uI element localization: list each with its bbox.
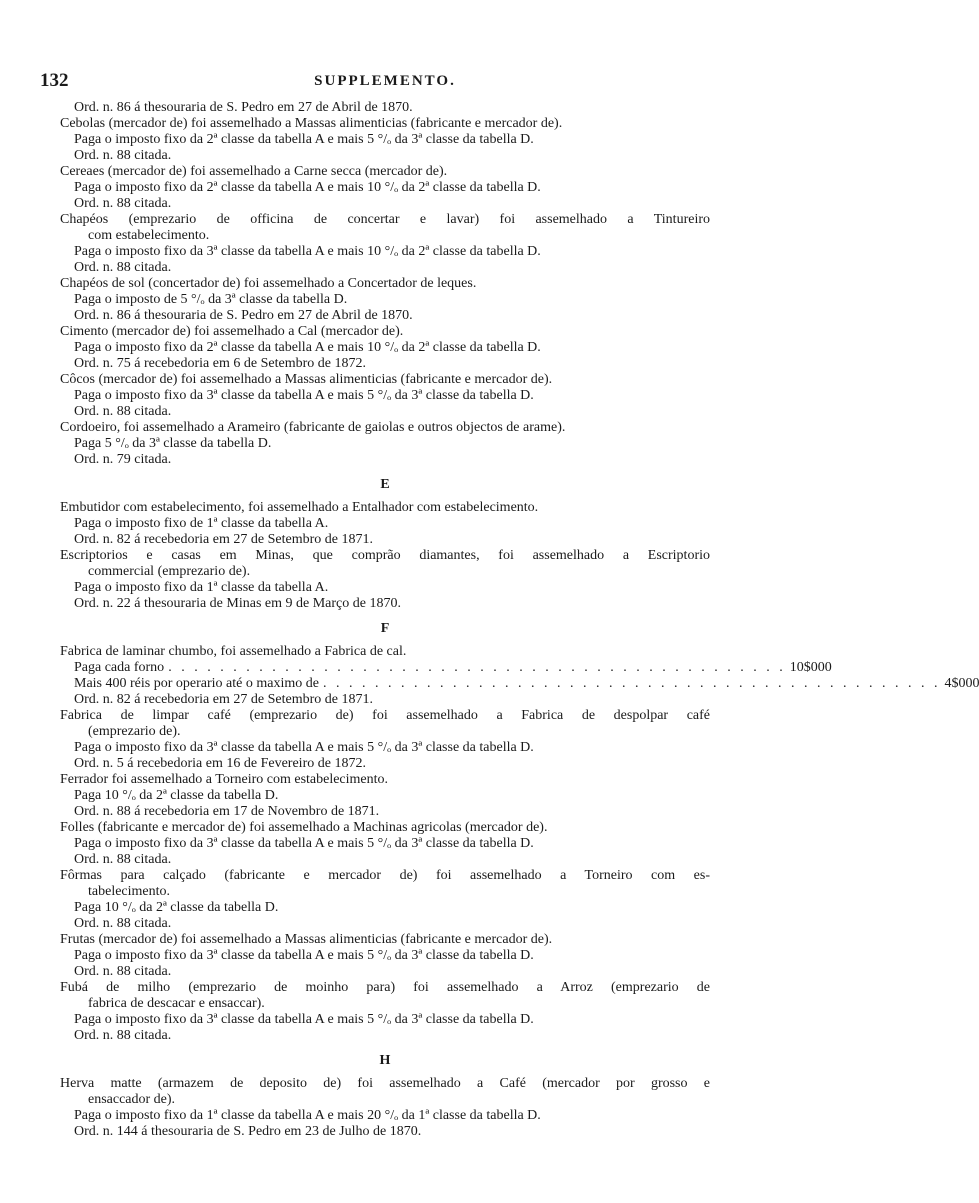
entry-detail-line: ensaccador de). xyxy=(88,1092,176,1107)
entry-detail-line: Paga o imposto fixo da 1ª classe da tabella A e mais 20 °/ₒ da 1ª classe da tabella D. xyxy=(74,1108,541,1123)
entry-detail-line: Paga o imposto fixo da 3ª classe da tabella A e mais 5 °/ₒ da 3ª classe da tabella D. xyxy=(74,1012,534,1027)
running-title: SUPPLEMENTO. xyxy=(314,73,456,89)
entry-heading-line: Cimento (mercador de) foi assemelhado a Cal (mercador de). xyxy=(60,324,404,339)
entry-heading-line: Côcos (mercador de) foi assemelhado a Massas alimenticias (fabricante e mercador de). xyxy=(60,372,553,387)
entry-detail-line: Paga o imposto fixo da 1ª classe da tabella A. xyxy=(74,580,329,595)
entry-heading-line: Escriptorios e casas em Minas, que comprão diamantes, foi assemelhado a Escriptorio xyxy=(60,548,710,563)
entry-heading-line: Frutas (mercador de) foi assemelhado a Massas alimenticias (fabricante e mercador de). xyxy=(60,932,553,947)
entry-detail-line: Paga o imposto fixo da 2ª classe da tabella A e mais 5 °/ₒ da 3ª classe da tabella D. xyxy=(74,132,534,147)
entry-detail-line: Ord. n. 88 á recebedoria em 17 de Novembro de 1871. xyxy=(74,804,380,819)
entry-detail-line: Paga o imposto fixo da 3ª classe da tabella A e mais 5 °/ₒ da 3ª classe da tabella D. xyxy=(74,388,534,403)
entry-detail-line: Ord. n. 144 á thesouraria de S. Pedro em 23 de Julho de 1870. xyxy=(74,1124,422,1139)
entry-detail-line: Paga o imposto fixo da 2ª classe da tabella A e mais 10 °/ₒ da 2ª classe da tabella D. xyxy=(74,340,541,355)
entry-detail-line: Paga o imposto fixo da 2ª classe da tabella A e mais 10 °/ₒ da 2ª classe da tabella D. xyxy=(74,180,541,195)
entry-detail-line: com estabelecimento. xyxy=(88,228,210,243)
leader-dots: . . . . . . . . . . . . . . . . . . . . . . . . . . . . . . . . . . . . . . . . . . . . . . . . xyxy=(168,660,786,675)
entry-detail-line: (emprezario de). xyxy=(88,724,181,739)
entry-detail-line: Paga o imposto fixo da 3ª classe da tabella A e mais 5 °/ₒ da 3ª classe da tabella D. xyxy=(74,740,534,755)
fee-amount: 4$000 xyxy=(944,676,979,691)
section-letter-heading: F xyxy=(380,621,390,636)
entry-heading-line: Cebolas (mercador de) foi assemelhado a Massas alimenticias (fabricante e mercador de). xyxy=(60,116,563,131)
entry-heading-line: Ferrador foi assemelhado a Torneiro com estabelecimento. xyxy=(60,772,389,787)
entry-detail-line: Ord. n. 88 citada. xyxy=(74,852,172,867)
entry-detail-line: Ord. n. 86 á thesouraria de S. Pedro em 27 de Abril de 1870. xyxy=(74,100,413,115)
entry-detail-line: Ord. n. 79 citada. xyxy=(74,452,172,467)
entry-heading-line: Embutidor com estabelecimento, foi assemelhado a Entalhador com estabelecimento. xyxy=(60,500,539,515)
entry-heading-line: Fabrica de laminar chumbo, foi assemelhado a Fabrica de cal. xyxy=(60,644,407,659)
entry-detail-line: Ord. n. 88 citada. xyxy=(74,196,172,211)
page-header xyxy=(40,70,730,94)
leader-dots: . . . . . . . . . . . . . . . . . . . . . . . . . . . . . . . . . . . . . . . . . . . . . . . . xyxy=(322,676,941,691)
entry-detail-line: Ord. n. 82 á recebedoria em 27 de Setembro de 1871. xyxy=(74,692,373,707)
entry-heading-line: Cordoeiro, foi assemelhado a Arameiro (fabricante de gaiolas e outros objectos de arame). xyxy=(60,420,566,435)
entry-detail-line: Paga 10 °/ₒ da 2ª classe da tabella D. xyxy=(74,900,279,915)
entry-detail-line: Ord. n. 88 citada. xyxy=(74,148,172,163)
entry-heading-line: Folles (fabricante e mercador de) foi assemelhado a Machinas agricolas (mercador de). xyxy=(60,820,548,835)
entry-detail-line: tabelecimento. xyxy=(88,884,171,899)
entry-heading-line: Chapéos de sol (concertador de) foi assemelhado a Concertador de leques. xyxy=(60,276,477,291)
entry-detail-line: Ord. n. 88 citada. xyxy=(74,1028,172,1043)
entry-heading-line: Fôrmas para calçado (fabricante e mercador de) foi assemelhado a Torneiro com es- xyxy=(60,868,710,883)
entry-detail-line: Ord. n. 75 á recebedoria em 6 de Setembro de 1872. xyxy=(74,356,366,371)
entry-detail-line: commercial (emprezario de). xyxy=(88,564,251,579)
fee-row xyxy=(60,676,979,692)
fee-label: Paga cada forno xyxy=(74,660,165,675)
fee-label: Mais 400 réis por operario até o maximo de xyxy=(74,676,319,691)
entry-heading-line: Fubá de milho (emprezario de moinho para) foi assemelhado a Arroz (emprezario de xyxy=(60,980,710,995)
entry-heading-line: Cereaes (mercador de) foi assemelhado a Carne secca (mercador de). xyxy=(60,164,448,179)
fee-row xyxy=(60,660,832,676)
entry-heading-line: Chapéos (emprezario de officina de concertar e lavar) foi assemelhado a Tintureiro xyxy=(60,212,710,227)
section-letter-heading: H xyxy=(379,1053,391,1068)
entry-detail-line: Paga o imposto fixo da 3ª classe da tabella A e mais 10 °/ₒ da 2ª classe da tabella D. xyxy=(74,244,541,259)
entry-heading-line: Herva matte (armazem de deposito de) foi assemelhado a Café (mercador por grosso e xyxy=(60,1076,710,1091)
entry-detail-line: Ord. n. 88 citada. xyxy=(74,404,172,419)
entry-detail-line: Ord. n. 86 á thesouraria de S. Pedro em 27 de Abril de 1870. xyxy=(74,308,413,323)
entry-detail-line: Paga o imposto fixo da 3ª classe da tabella A e mais 5 °/ₒ da 3ª classe da tabella D. xyxy=(74,836,534,851)
entry-detail-line: Ord. n. 22 á thesouraria de Minas em 9 de Março de 1870. xyxy=(74,596,401,611)
fee-amount: 10$000 xyxy=(789,660,832,675)
entry-detail-line: Ord. n. 88 citada. xyxy=(74,964,172,979)
entry-detail-line: Ord. n. 88 citada. xyxy=(74,260,172,275)
entry-detail-line: Paga o imposto de 5 °/ₒ da 3ª classe da tabella D. xyxy=(74,292,348,307)
section-letter-heading: E xyxy=(380,477,390,492)
page-body xyxy=(60,100,979,1140)
entry-detail-line: Ord. n. 82 á recebedoria em 27 de Setembro de 1871. xyxy=(74,532,373,547)
entry-detail-line: Ord. n. 88 citada. xyxy=(74,916,172,931)
page-number: 132 xyxy=(40,70,69,91)
entry-detail-line: Paga o imposto fixo da 3ª classe da tabella A e mais 5 °/ₒ da 3ª classe da tabella D. xyxy=(74,948,534,963)
entry-detail-line: Paga 5 °/ₒ da 3ª classe da tabella D. xyxy=(74,436,272,451)
entry-detail-line: Paga o imposto fixo de 1ª classe da tabella A. xyxy=(74,516,329,531)
entry-detail-line: Paga 10 °/ₒ da 2ª classe da tabella D. xyxy=(74,788,279,803)
entry-detail-line: Ord. n. 5 á recebedoria em 16 de Fevereiro de 1872. xyxy=(74,756,366,771)
entry-detail-line: fabrica de descacar e ensaccar). xyxy=(88,996,265,1011)
entry-heading-line: Fabrica de limpar café (emprezario de) foi assemelhado a Fabrica de despolpar café xyxy=(60,708,710,723)
